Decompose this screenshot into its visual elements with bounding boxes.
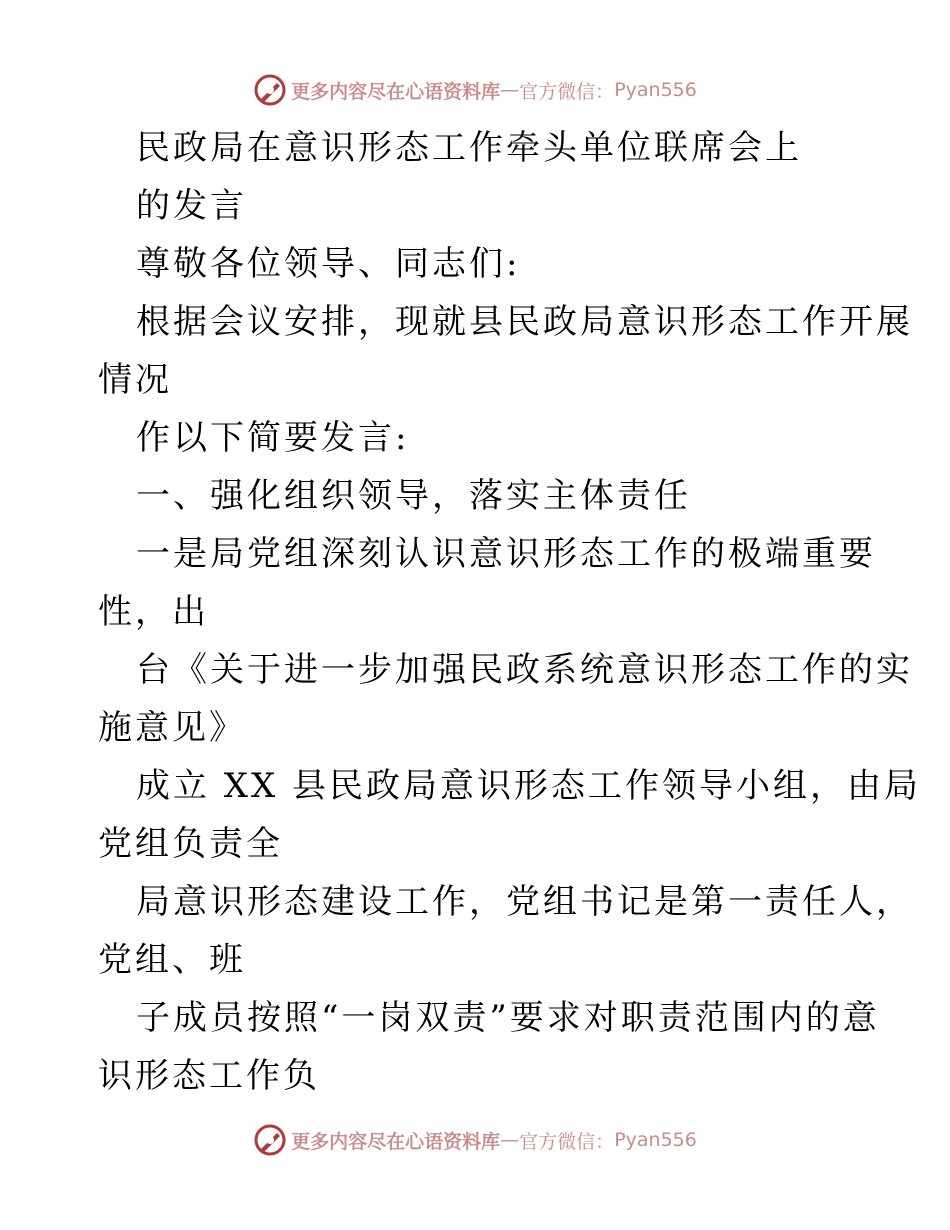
header-separator: —	[500, 79, 520, 101]
header-wechat-label: 官方微信：	[519, 80, 615, 103]
pen-circle-logo-icon	[253, 73, 287, 107]
doc-paragraph-line: 根据会议安排，现就县民政局意识形态工作开展	[136, 302, 913, 342]
pen-circle-logo-icon	[253, 1123, 287, 1157]
doc-paragraph-line: 情况	[98, 360, 172, 400]
header-site-text: 更多内容尽在心语资料库	[291, 80, 501, 103]
doc-paragraph-line: 识形态工作负	[98, 1056, 320, 1096]
doc-paragraph-line: 作以下简要发言:	[136, 418, 410, 458]
footer-separator: —	[500, 1129, 520, 1151]
doc-title-line-1: 民政局在意识形态工作牵头单位联席会上	[136, 128, 802, 168]
footer-site-text: 更多内容尽在心语资料库	[291, 1130, 501, 1153]
doc-paragraph-line: 成立 XX 县民政局意识形态工作领导小组，由局	[136, 766, 922, 806]
footer-wechat-label: 官方微信：	[519, 1130, 615, 1153]
header-watermark-banner	[0, 70, 950, 110]
doc-paragraph-line: 台《关于进一步加强民政系统意识形态工作的实	[136, 650, 913, 690]
footer-wechat-id: Pyan556	[614, 1129, 697, 1151]
footer-watermark-banner	[0, 1120, 950, 1160]
doc-salutation: 尊敬各位领导、同志们:	[136, 244, 521, 284]
header-wechat-id: Pyan556	[614, 79, 697, 101]
doc-paragraph-line: 施意见》	[98, 708, 246, 748]
doc-title-line-2: 的发言	[136, 186, 247, 226]
doc-paragraph-line: 性，出	[98, 592, 209, 632]
doc-paragraph-line: 一是局党组深刻认识意识形态工作的极端重要	[136, 534, 876, 574]
doc-paragraph-line: 子成员按照“一岗双责”要求对职责范围内的意	[136, 998, 880, 1038]
document-body	[98, 119, 922, 1105]
doc-paragraph-line: 党组负责全	[98, 824, 283, 864]
doc-paragraph-line: 局意识形态建设工作，党组书记是第一责任人，	[136, 882, 913, 922]
doc-section-heading: 一、强化组织领导，落实主体责任	[136, 476, 691, 516]
doc-paragraph-line: 党组、班	[98, 940, 246, 980]
